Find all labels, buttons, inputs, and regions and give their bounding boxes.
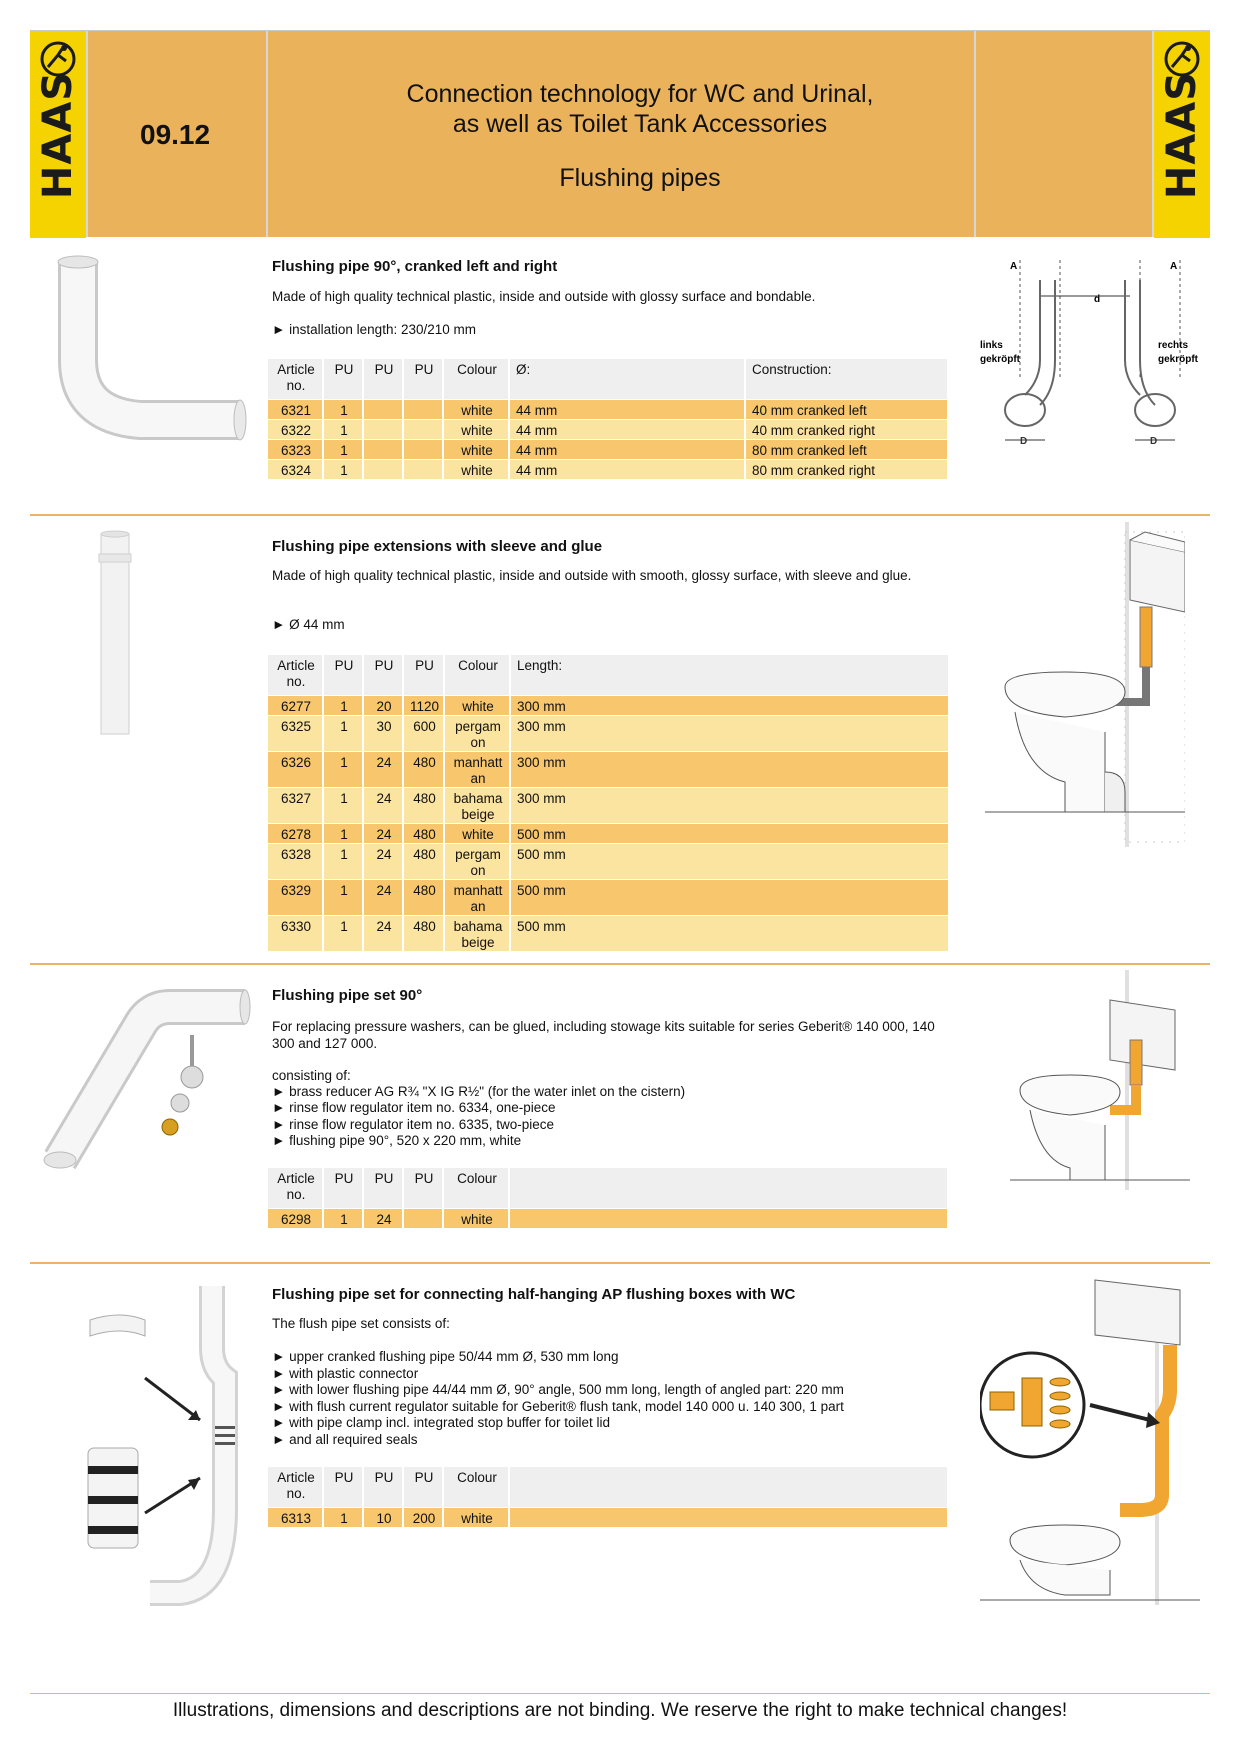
table-cell: 40 mm cranked left [745, 399, 948, 419]
table-row [268, 419, 948, 439]
table-cell: 1 [323, 915, 363, 951]
table-header: PU [363, 1168, 403, 1208]
product-table [268, 1467, 949, 1528]
haas-logo-left [30, 31, 86, 238]
table-cell: manhatt an [444, 879, 510, 915]
footer-disclaimer: Illustrations, dimensions and descriptions are not binding. We reserve the right to make technical changes! [172, 1700, 1068, 1721]
table-cell: 480 [403, 787, 444, 823]
bullet-item: ► brass reducer AG R¾ "X IG R½" (for the water inlet on the cistern) [272, 1084, 952, 1101]
product-table [268, 655, 950, 952]
table-row [268, 715, 949, 751]
section-description: Made of high quality technical plastic, inside and outside with glossy surface and bondable. [272, 289, 816, 304]
section-title: Flushing pipe set 90° [272, 987, 423, 1004]
table-cell [363, 439, 403, 459]
table-header: Length: [510, 655, 949, 695]
table-cell [403, 419, 443, 439]
table-cell: white [444, 695, 510, 715]
table-header: PU [403, 1467, 443, 1507]
table-row [268, 751, 949, 787]
table-cell: white [444, 823, 510, 843]
table-header: Article no. [268, 1467, 323, 1507]
table-cell: 6277 [268, 695, 323, 715]
table-cell: 6329 [268, 879, 323, 915]
table-cell: 300 mm [510, 695, 949, 715]
table-cell: manhatt an [444, 751, 510, 787]
table-cell: 1120 [403, 695, 444, 715]
table-cell: 300 mm [510, 787, 949, 823]
section-description: The flush pipe set consists of: [272, 1316, 450, 1331]
bullet-item: ► upper cranked flushing pipe 50/44 mm Ø, 530 mm long [272, 1349, 952, 1366]
table-cell: 6321 [268, 399, 323, 419]
haas-logo-right [1154, 31, 1210, 238]
table-cell: 480 [403, 879, 444, 915]
table-cell: 300 mm [510, 715, 949, 751]
table-cell: 1 [323, 787, 363, 823]
table-cell: 44 mm [509, 419, 745, 439]
table-cell [403, 1208, 443, 1228]
toilet-set-installation-image [1010, 970, 1190, 1190]
table-cell [509, 1507, 948, 1527]
table-cell: 44 mm [509, 439, 745, 459]
table-header: PU [323, 1467, 363, 1507]
svg-text:d: d [1094, 294, 1101, 305]
table-row [268, 439, 948, 459]
pipe-extension-image [95, 530, 135, 740]
bullet-item: ► Ø 44 mm [272, 617, 952, 634]
table-cell: 1 [323, 1507, 363, 1527]
table-cell: 24 [363, 1208, 403, 1228]
bullet-item: ► with pipe clamp incl. integrated stop buffer for toilet lid [272, 1415, 952, 1432]
table-cell: 1 [323, 823, 363, 843]
section-title: Flushing pipe extensions with sleeve and glue [272, 538, 603, 555]
consisting-label: consisting of: [272, 1068, 351, 1083]
svg-text:D: D [1150, 436, 1158, 447]
table-cell: 300 mm [510, 751, 949, 787]
bullet-item: ► and all required seals [272, 1432, 952, 1449]
table-cell: 1 [323, 715, 363, 751]
section-title: Flushing pipe 90°, cranked left and right [272, 258, 558, 275]
table-cell: 24 [363, 787, 403, 823]
table-cell: 6328 [268, 843, 323, 879]
table-header: PU [403, 359, 443, 399]
table-header [509, 1467, 948, 1507]
table-cell: 1 [323, 879, 363, 915]
table-row [268, 843, 949, 879]
table-cell [363, 419, 403, 439]
table-cell: 24 [363, 823, 403, 843]
half-hanging-set-image [60, 1278, 260, 1608]
table-cell: 6324 [268, 459, 323, 479]
table-cell: 6278 [268, 823, 323, 843]
table-cell: 24 [363, 915, 403, 951]
table-cell: 500 mm [510, 879, 949, 915]
table-cell: 6323 [268, 439, 323, 459]
half-hanging-installation-image [980, 1270, 1200, 1605]
table-cell: white [443, 399, 509, 419]
page-title-line2: as well as Toilet Tank Accessories [452, 110, 828, 138]
page-title-line1: Connection technology for WC and Urinal, [406, 80, 874, 108]
table-header: PU [403, 655, 444, 695]
table-cell: 600 [403, 715, 444, 751]
toilet-installation-image [985, 522, 1185, 847]
table-row [268, 1507, 948, 1527]
table-cell: 500 mm [510, 843, 949, 879]
table-header: PU [323, 359, 363, 399]
table-cell [363, 459, 403, 479]
product-table [268, 359, 949, 480]
table-header: PU [363, 655, 403, 695]
table-cell: 1 [323, 751, 363, 787]
table-header: Colour [444, 655, 510, 695]
table-row [268, 879, 949, 915]
table-header: PU [323, 655, 363, 695]
table-cell: bahama beige [444, 915, 510, 951]
table-cell: 6322 [268, 419, 323, 439]
table-row [268, 459, 948, 479]
page-header [30, 30, 1210, 237]
table-cell: white [443, 459, 509, 479]
table-cell: 200 [403, 1507, 443, 1527]
brand-logo-text: HAAS [1159, 70, 1205, 199]
table-cell: 6327 [268, 787, 323, 823]
svg-text:rechts: rechts [1158, 340, 1189, 351]
table-header [509, 1168, 948, 1208]
table-header: PU [403, 1168, 443, 1208]
table-cell: 500 mm [510, 915, 949, 951]
brand-logo-text: HAAS [35, 70, 81, 199]
table-header: Ø: [509, 359, 745, 399]
table-cell: 480 [403, 843, 444, 879]
product-table [268, 1168, 949, 1229]
svg-text:A: A [1010, 261, 1018, 272]
table-header: Colour [443, 359, 509, 399]
cranked-pipe-diagram [980, 250, 1200, 460]
bullet-item: ► installation length: 230/210 mm [272, 322, 952, 339]
section-title: Flushing pipe set for connecting half-hanging AP flushing boxes with WC [272, 1286, 796, 1303]
table-cell: 1 [323, 459, 363, 479]
table-cell [403, 399, 443, 419]
table-cell: 40 mm cranked right [745, 419, 948, 439]
table-cell: 24 [363, 879, 403, 915]
table-cell: pergam on [444, 715, 510, 751]
table-cell: 44 mm [509, 459, 745, 479]
table-header: Article no. [268, 1168, 323, 1208]
section-code: 09.12 [140, 119, 211, 150]
page-subtitle: Flushing pipes [559, 164, 721, 192]
table-cell: 1 [323, 1208, 363, 1228]
table-cell: 480 [403, 915, 444, 951]
table-header: PU [363, 359, 403, 399]
svg-text:gekröpft: gekröpft [980, 354, 1020, 365]
table-header: Article no. [268, 655, 323, 695]
table-cell: 480 [403, 751, 444, 787]
section-description: For replacing pressure washers, can be glued, including stowage kits suitable for series Geberit® 140 000, 140 300 and 127 000. [272, 1019, 935, 1051]
table-header: Construction: [745, 359, 948, 399]
flushing-pipe-set-image [40, 985, 260, 1170]
svg-text:A: A [1170, 261, 1178, 272]
section-divider [30, 1262, 1210, 1264]
table-cell: 20 [363, 695, 403, 715]
table-cell: 80 mm cranked left [745, 439, 948, 459]
table-cell: 1 [323, 439, 363, 459]
svg-text:D: D [1020, 436, 1028, 447]
table-cell: white [443, 439, 509, 459]
section-divider [30, 963, 1210, 965]
table-row [268, 823, 949, 843]
section-divider [30, 514, 1210, 516]
table-cell: 6313 [268, 1507, 323, 1527]
table-row [268, 399, 948, 419]
table-header: Colour [443, 1467, 509, 1507]
table-cell: bahama beige [444, 787, 510, 823]
table-cell: 500 mm [510, 823, 949, 843]
table-row [268, 1208, 948, 1228]
bullet-item: ► with flush current regulator suitable for Geberit® flush tank, model 140 000 u. 140 300, 1 part [272, 1399, 952, 1416]
table-header: PU [363, 1467, 403, 1507]
table-cell: 480 [403, 823, 444, 843]
table-cell [363, 399, 403, 419]
table-cell: white [443, 1507, 509, 1527]
footer-divider [30, 1693, 1210, 1694]
section-description: Made of high quality technical plastic, inside and outside with smooth, glossy surface, with sleeve and glue. [272, 568, 912, 583]
table-cell: white [443, 419, 509, 439]
table-cell: 10 [363, 1507, 403, 1527]
table-cell: white [443, 1208, 509, 1228]
table-cell [509, 1208, 948, 1228]
table-cell: 6330 [268, 915, 323, 951]
table-cell: 1 [323, 695, 363, 715]
table-cell: 1 [323, 419, 363, 439]
table-header: Colour [443, 1168, 509, 1208]
table-cell: 80 mm cranked right [745, 459, 948, 479]
table-cell: 1 [323, 843, 363, 879]
bullet-item: ► with plastic connector [272, 1366, 952, 1383]
svg-text:gekröpft: gekröpft [1158, 354, 1198, 365]
bullet-item: ► rinse flow regulator item no. 6334, one-piece [272, 1100, 952, 1117]
flushing-pipe-90-image [50, 250, 250, 470]
table-cell [403, 439, 443, 459]
table-cell: pergam on [444, 843, 510, 879]
bullet-item: ► rinse flow regulator item no. 6335, two-piece [272, 1117, 952, 1134]
table-cell: 24 [363, 751, 403, 787]
table-cell [403, 459, 443, 479]
bullet-item: ► with lower flushing pipe 44/44 mm Ø, 90° angle, 500 mm long, length of angled part: 220 mm [272, 1382, 952, 1399]
svg-text:links: links [980, 340, 1003, 351]
table-header: PU [323, 1168, 363, 1208]
table-header: Article no. [268, 359, 323, 399]
table-row [268, 695, 949, 715]
table-row [268, 787, 949, 823]
table-cell: 44 mm [509, 399, 745, 419]
table-cell: 24 [363, 843, 403, 879]
table-cell: 6326 [268, 751, 323, 787]
bullet-item: ► flushing pipe 90°, 520 x 220 mm, white [272, 1133, 952, 1150]
table-cell: 6298 [268, 1208, 323, 1228]
table-row [268, 915, 949, 951]
table-cell: 6325 [268, 715, 323, 751]
table-cell: 1 [323, 399, 363, 419]
table-cell: 30 [363, 715, 403, 751]
